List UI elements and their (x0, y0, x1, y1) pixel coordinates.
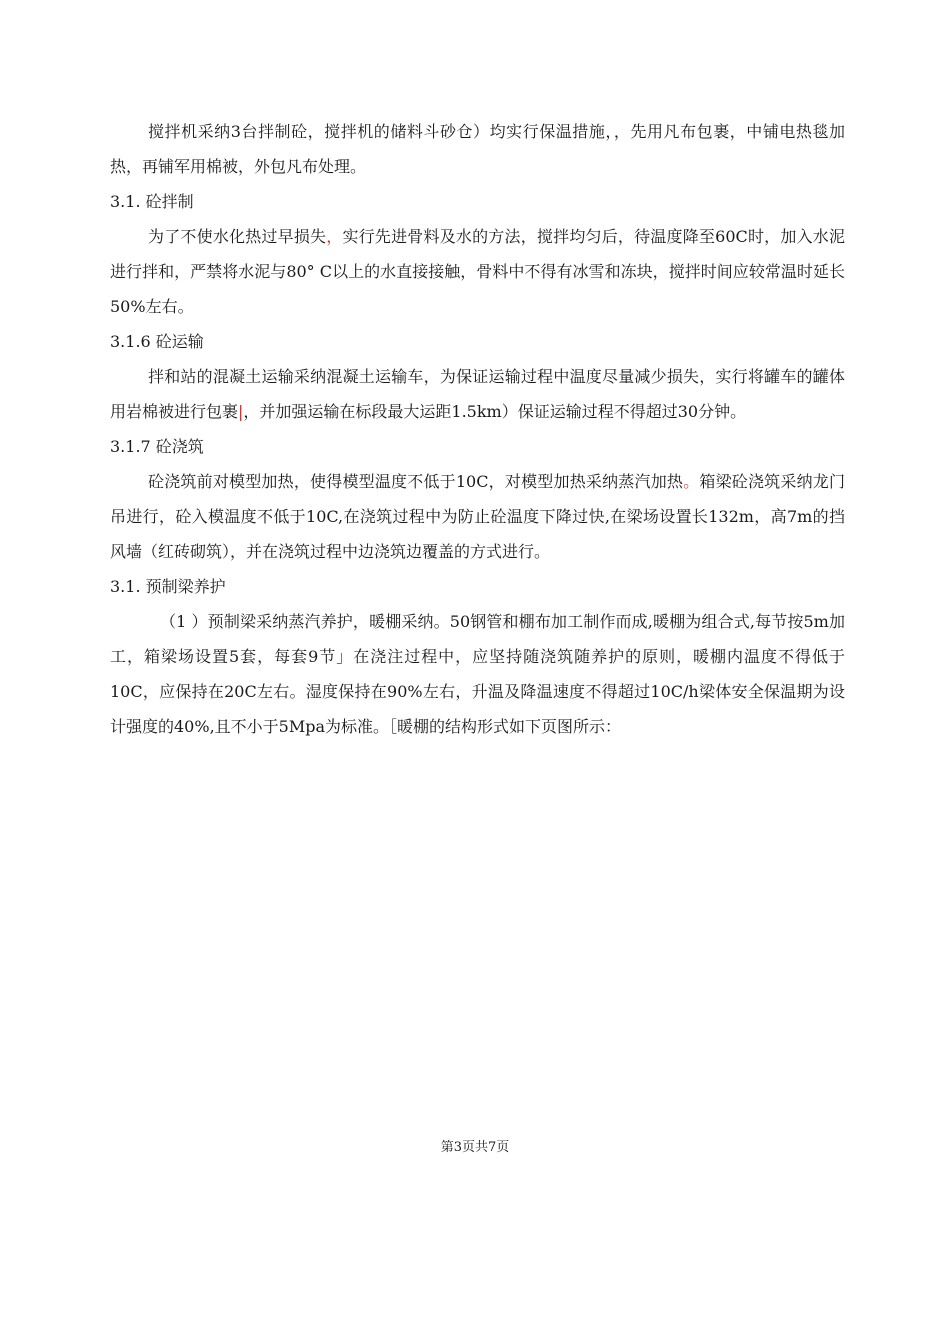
document-body (110, 114, 845, 744)
paragraph-text: ，并加强运输在标段最大运距1.5km）保证运输过程不得超过30分钟。 (243, 402, 747, 421)
paragraph-mixer-insulation: 搅拌机采纳3台拌制砼，搅拌机的储料斗砂仓）均实行保温措施，，先用凡布包裹，中铺电热毯加热，再铺军用棉被，外包凡布处理。 (110, 122, 845, 176)
paragraph-concrete-transport (110, 359, 845, 429)
paragraph-text: 实行先进骨料及水的方法，搅拌均匀后，待温度降至60C时，加入水泥进行拌和，严禁将水泥与80° C以上的水直接接触，骨料中不得有冰雪和冻块，搅拌时间应较常温时延长50%左右。 (110, 227, 845, 316)
paragraph-text: 拌和站的混凝土运输采纳混凝土运输车，为保证运输过程中温度尽量减少损失，实行将罐车的罐体用岩棉被进行包裹 (110, 367, 845, 421)
section-heading-concrete-mixing: 3.1. 砼拌制 (110, 192, 194, 211)
page-number-footer: 第3页共7页 (440, 1140, 510, 1155)
paragraph-concrete-pouring (110, 464, 845, 569)
section-heading-concrete-pouring: 3.1.7 砼浇筑 (110, 437, 204, 456)
red-punctuation-mark: ， (326, 227, 343, 246)
paragraph-text: 箱梁砼浇筑采纳龙门吊进行，砼入模温度不低于10C,在浇筑过程中为防止砼温度下降过快,在梁场设置长132m，高7m的挡风墙（红砖砌筑），并在浇筑过程中边浇筑边覆盖的方式进行。 (110, 472, 845, 561)
section-heading-concrete-transport: 3.1.6 砼运输 (110, 332, 204, 351)
paragraph-concrete-mixing (110, 219, 845, 324)
paragraph-text: 砼浇筑前对模型加热，使得模型温度不低于10C，对模型加热采纳蒸汽加热 (148, 472, 684, 491)
paragraph-precast-curing: （1 ）预制梁采纳蒸汽养护，暖棚采纳。50钢管和棚布加工制作而成,暖棚为组合式,每节按5m加工，箱梁场设置5套，每套9节」在浇注过程中，应坚持随浇筑随养护的原则，暖棚内温度不得低于10C，应保持在20C左右。湿度保持在90%左右，升温及降温速度不得超过10C/h梁体安全保温期为设计强度的40%,且不小于5Mpa为标准。［暖棚的结构形式如下页图所示： (110, 612, 845, 736)
section-heading-precast-curing: 3.1. 预制梁养护 (110, 577, 226, 596)
paragraph-text: 为了不使水化热过早损失 (148, 227, 327, 246)
red-bar-mark: | (238, 402, 244, 421)
red-period-mark: 。 (683, 472, 700, 491)
